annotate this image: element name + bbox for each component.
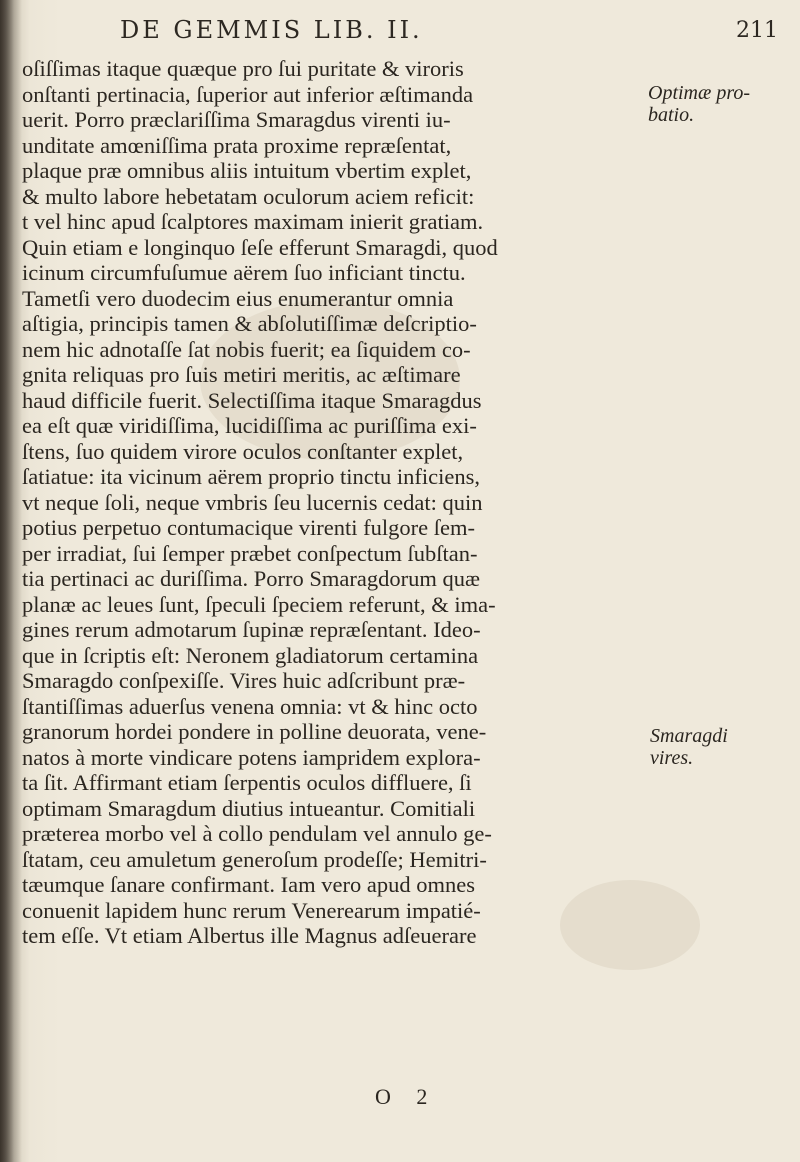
text-line: vt neque ſoli, neque vmbris ſeu lucernis cedat: quin [22,489,483,515]
margin-note-line: batio. [648,104,695,126]
text-line: gnita reliquas pro ſuis metiri meritis, ac æſtimare [22,362,461,387]
text-line: Tametſi vero duodecim eius enumerantur omnia [22,285,454,311]
text-line: tia pertinaci ac duriſſima. Porro Smaragdorum quæ [22,566,481,591]
text-line: icinum circumfuſumue aërem ſuo inficiant tinctu. [22,260,466,285]
body-text [22,56,632,949]
text-line: gines rerum admotarum ſupinæ repræſentant. Ideo- [22,617,481,642]
text-line: & multo labore hebetatam oculorum aciem reficit: [22,183,475,209]
text-line: nem hic adnotaſſe ſat nobis fuerit; ea ſiquidem co- [22,336,471,362]
text-line: ſatiatue: ita vicinum aërem proprio tinctu inficiens, [22,464,480,489]
text-line: planæ ac leues ſunt, ſpeculi ſpeciem referunt, & ima- [22,591,496,617]
margin-note-optimae-probatio [648,82,750,126]
text-line: ta ſit. Affirmant etiam ſerpentis oculos diffluere, ſi [22,770,472,795]
text-line: optimam Smaragdum diutius intueantur. Comitiali [22,795,476,821]
page-number: 211 [736,18,778,43]
margin-note-smaragdi-vires [650,725,728,769]
gutter-shadow [0,0,22,1162]
text-line: unditate amœniſſima prata proxime repræſentat, [22,132,452,158]
margin-note-line: Optimæ pro- [648,82,751,104]
text-line: granorum hordei pondere in polline deuorata, vene- [22,719,487,744]
margin-note-line: vires. [650,747,694,769]
text-line: tem eſſe. Vt etiam Albertus ille Magnus adſeuerare [22,923,477,948]
text-line: ſtatam, ceu amuletum generoſum prodeſſe; Hemitri- [22,846,487,872]
text-line: natos à morte vindicare potens iampridem explora- [22,744,481,770]
text-line: ea eſt quæ viridiſſima, lucidiſſima ac puriſſima exi- [22,413,477,438]
margin-note-line: Smaragdi [650,725,728,747]
text-line: Smaragdo conſpexiſſe. Vires huic adſcribunt præ- [22,668,466,693]
text-line: plaque præ omnibus aliis intuitum vbertim explet, [22,158,472,183]
text-line: oſiſſimas itaque quæque pro ſui puritate & viroris [22,56,464,81]
text-line: conuenit lapidem hunc rerum Venerearum impatié- [22,897,481,923]
text-line: aſtigia, principis tamen & abſolutiſſimæ deſcriptio- [22,311,477,336]
running-head: DE GEMMIS LIB. II. [120,16,423,44]
text-line: Quin etiam e longinquo ſeſe efferunt Smaragdi, quod [22,234,498,260]
text-line: tæumque ſanare confirmant. Iam vero apud omnes [22,872,475,897]
text-line: ſtantiſſimas aduerſus venena omnia: vt & hinc octo [22,693,478,719]
text-line: potius perpetuo contumacique virenti fulgore ſem- [22,515,475,540]
text-line: t vel hinc apud ſcalptores maximam inierit gratiam. [22,209,484,234]
signature-mark: O 2 [375,1084,438,1109]
text-line: ſtens, ſuo quidem virore oculos conſtanter explet, [22,438,464,464]
text-line: haud difficile fuerit. Selectiſſima itaque Smaragdus [22,387,482,413]
text-line: uerit. Porro præclariſſima Smaragdus virenti iu- [22,107,451,132]
text-line: præterea morbo vel à collo pendulam vel annulo ge- [22,821,492,846]
text-line: onſtanti pertinacia, ſuperior aut inferior æſtimanda [22,81,474,107]
text-line: que in ſcriptis eſt: Neronem gladiatorum certamina [22,642,479,668]
text-line: per irradiat, ſui ſemper præbet conſpectum ſubſtan- [22,540,478,566]
